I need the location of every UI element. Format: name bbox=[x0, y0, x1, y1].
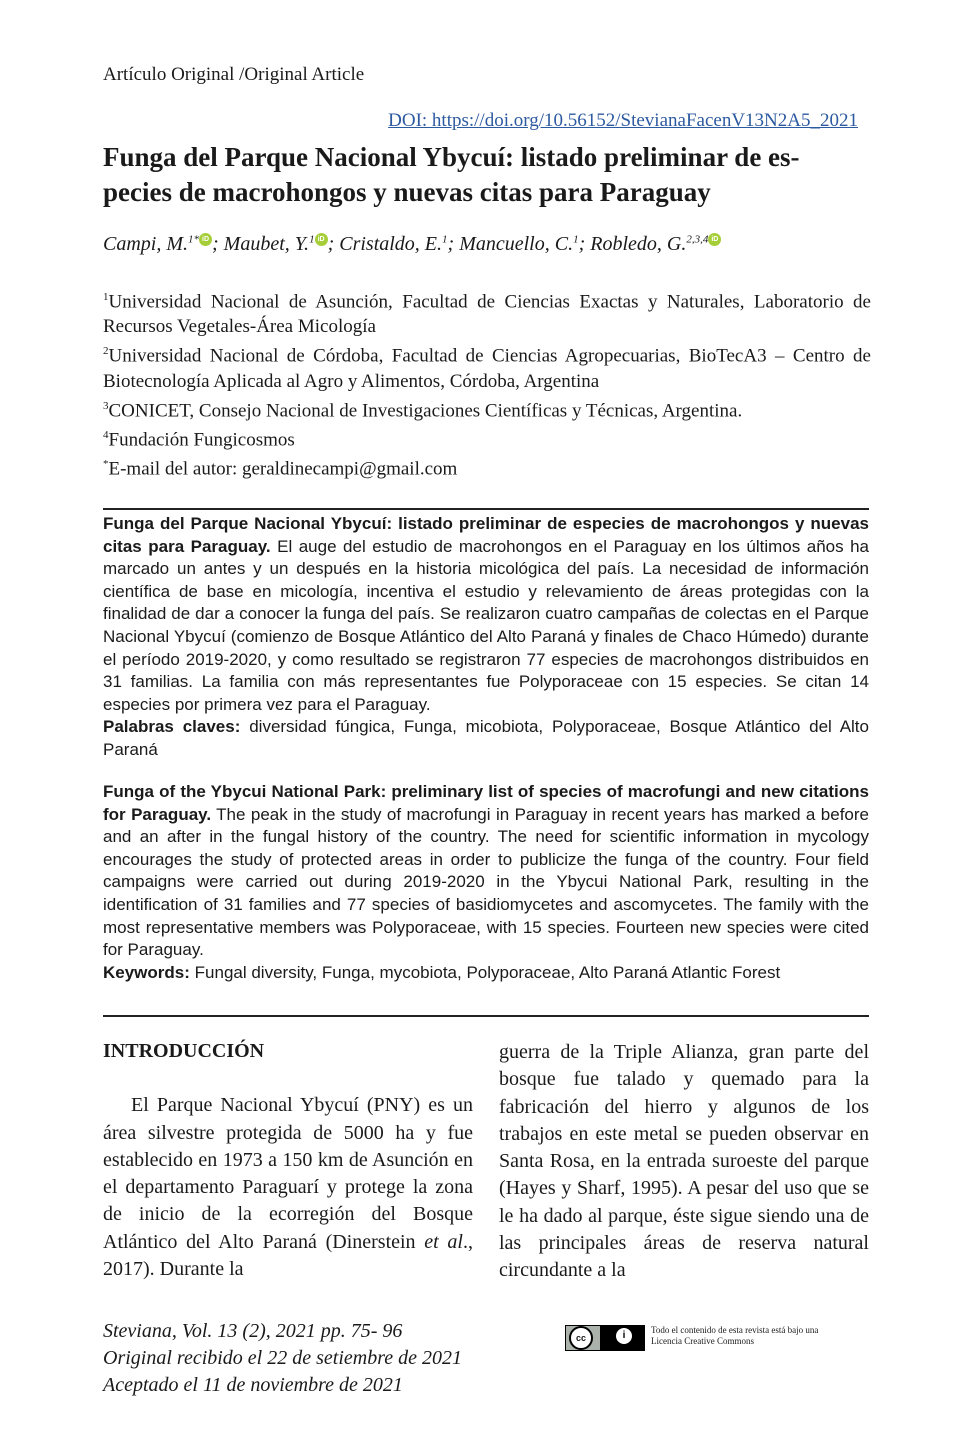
journal-citation: Steviana, Vol. 13 (2), 2021 pp. 75- 96 bbox=[103, 1320, 403, 1342]
abstract-en-title: Funga of the Ybycui National Park: preliminary list of species of macrofungi and new citations for Paraguay. bbox=[103, 782, 869, 824]
author-email: E-mail del autor: geraldinecampi@gmail.com bbox=[108, 458, 458, 480]
affiliation-item: $^2$Universidad Nacional de Córdoba, Facultad de Ciencias Agropecuarias, BioTecA3 – Centro de Biotecnología Aplicada al Agro y Alimentos, Córdoba, Argentina bbox=[103, 345, 871, 392]
author-list bbox=[103, 233, 721, 256]
orcid-icon[interactable]: iD bbox=[199, 233, 212, 246]
author-name: Cristaldo, E. bbox=[339, 233, 443, 255]
author-sup: 1 bbox=[309, 233, 315, 246]
author-name: Mancuello, C. bbox=[459, 233, 574, 255]
intro-right-column bbox=[499, 1039, 869, 1285]
abstract-spanish bbox=[103, 513, 869, 762]
author-separator: ; bbox=[212, 233, 224, 255]
keywords-es-label: Palabras claves: bbox=[103, 717, 241, 737]
section-heading: INTRODUCCIÓN bbox=[103, 1040, 265, 1062]
author-sup: 1* bbox=[188, 233, 199, 246]
abstract-en-body: The peak in the study of macrofungi in Paraguay in recent years has marked a before and an after in the fungal history of the country. The need for scientific information in mycology encourages the study of protected areas in order to publicize the funga of the country. Four field campaigns were carried out during 2019-2020 in the Ybycui National Park, resulting in the identification of 31 families and 77 species of basidiomycetes and ascomycetes. The family with the most representative members was Polyporaceae, with 15 species. Fourteen new species were cited for Paraguay. bbox=[103, 804, 870, 960]
abstract-es-body: El auge del estudio de macrohongos en el Paraguay en los últimos años ha marcado un antes y un después en la historia micológica del país. La necesidad de información científica de base en micología, incentiva el estudio y relevamiento de áreas protegidas con la finalidad de dar a conocer la funga del país. Se realizaron cuatro campañas de colectas en el Parque Nacional Ybycuí (comienzo de Bosque Atlántico del Alto Paraná y finales de Chaco Húmedo) durante el período 2019-2020, y como resultado se registraron 77 especies de macrohongos distribuidos en 31 familias. La familia con más representantes fue Polyporaceae con 15 especies. Se citan 14 especies por primera vez para el Paraguay. bbox=[103, 536, 869, 714]
author-separator: ; bbox=[447, 233, 460, 255]
license-block bbox=[565, 1325, 851, 1351]
license-text: Todo el contenido de esta revista está bajo una Licencia Creative Commons bbox=[651, 1325, 819, 1346]
author-name: Maubet, Y. bbox=[223, 233, 310, 255]
affiliation-list bbox=[103, 285, 871, 482]
article-title bbox=[103, 140, 869, 210]
affiliation-item: *E-mail del autor: geraldinecampi@gmail.com bbox=[103, 458, 458, 480]
keywords-es: diversidad fúngica, Funga, micobiota, Polyporaceae, Bosque Atlántico del Alto Paraná bbox=[103, 717, 869, 759]
cc-license-icon[interactable] bbox=[565, 1325, 645, 1351]
author-separator: ; bbox=[578, 233, 591, 255]
keywords-en-label: Keywords: bbox=[103, 962, 190, 982]
author-sup: 1 bbox=[573, 233, 579, 246]
divider-bottom bbox=[103, 1015, 869, 1017]
divider-top bbox=[103, 508, 869, 510]
author-name: Robledo, G. bbox=[590, 233, 687, 255]
attribution-icon: i bbox=[616, 1328, 632, 1344]
affiliation-item: $^4$Fundación Fungicosmos bbox=[103, 428, 295, 451]
author-separator: ; bbox=[327, 233, 340, 255]
intro-paragraph-continued: guerra de la Triple Alianza, gran parte del bosque fue talado y quemado para la fabricación del hierro y algunos de los trabajos en este metal se pueden observar en Santa Rosa, en la entrada suroeste del parque (Hayes y Sharf, 1995). A pesar del uso que se le ha dado al parque, éste sigue siendo una de las principales áreas de reserva natural circundante a la bbox=[499, 1041, 869, 1282]
intro-paragraph: El Parque Nacional Ybycuí (PNY) es un área silvestre protegida de 5000 ha y fue establecido en 1973 a 150 km de Asunción en el departamento Paraguarí y protege la zona de inicio de la ecorregión del Bosque Atlántico del Alto Paraná (Dinerstein et al., 2017). Durante la bbox=[103, 1094, 473, 1281]
affiliation-item: $^1$Universidad Nacional de Asunción, Facultad de Ciencias Exactas y Naturales, Laboratorio de Recursos Vegetales-Área Micología bbox=[103, 291, 871, 338]
abstract-es-title: Funga del Parque Nacional Ybycuí: listado preliminar de especies de macrohongos y nuevas citas para Paraguay. bbox=[103, 514, 869, 556]
received-date: Original recibido el 22 de setiembre de 2021 bbox=[103, 1347, 463, 1369]
affiliation-item: $^3$CONICET, Consejo Nacional de Investigaciones Científicas y Técnicas, Argentina. bbox=[103, 399, 743, 421]
orcid-icon[interactable]: iD bbox=[315, 233, 328, 246]
accepted-date: Aceptado el 11 de noviembre de 2021 bbox=[103, 1374, 403, 1396]
author-sup: 2,3,4 bbox=[686, 233, 709, 246]
abstract-english bbox=[103, 781, 869, 984]
cc-logo-icon: cc bbox=[569, 1326, 593, 1350]
title-line-2: pecies de macrohongos y nuevas citas para Paraguay bbox=[103, 177, 711, 207]
journal-footer bbox=[103, 1318, 462, 1399]
doi-link[interactable]: DOI: https://doi.org/10.56152/StevianaFacenV13N2A5_2021 bbox=[388, 110, 858, 131]
keywords-en: Fungal diversity, Funga, mycobiota, Polyporaceae, Alto Paraná Atlantic Forest bbox=[189, 962, 781, 982]
author-name: Campi, M. bbox=[103, 233, 188, 255]
title-line-1: Funga del Parque Nacional Ybycuí: listado preliminar de es- bbox=[103, 142, 800, 172]
author-sup: 1 bbox=[442, 233, 448, 246]
intro-left-column bbox=[103, 1038, 473, 1283]
orcid-icon[interactable]: iD bbox=[708, 233, 721, 246]
article-type: Artículo Original /Original Article bbox=[103, 64, 365, 85]
